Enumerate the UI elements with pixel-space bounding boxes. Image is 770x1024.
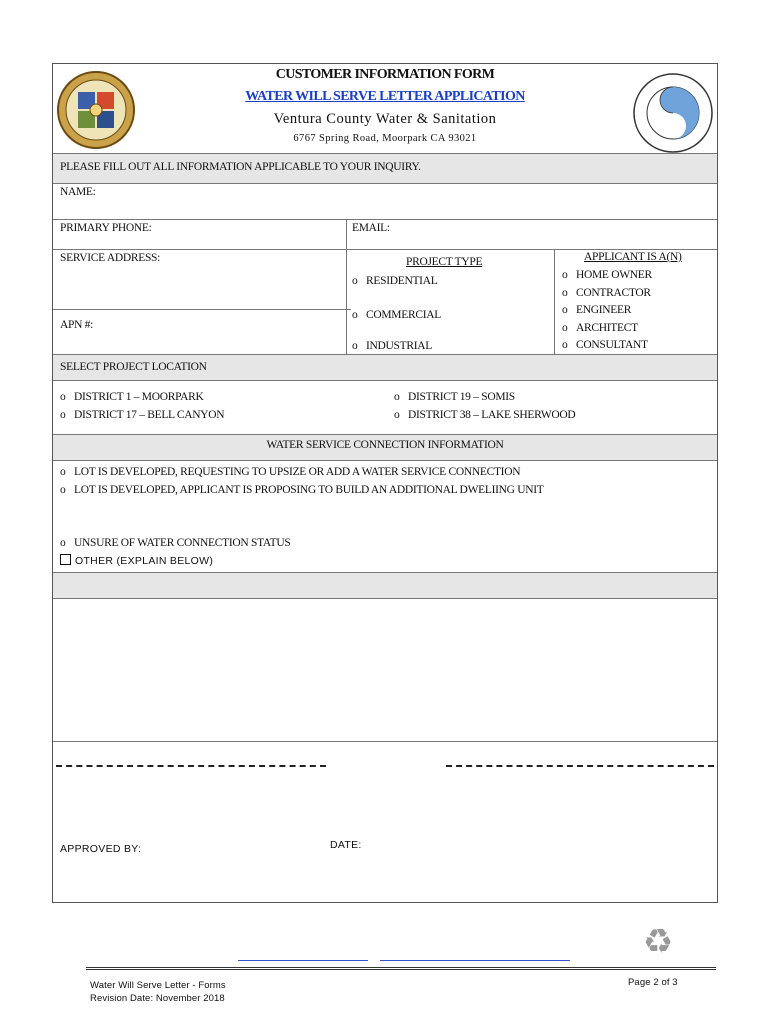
form-subtitle: WATER WILL SERVE LETTER APPLICATION [245,89,525,104]
instructions-text: PLEASE FILL OUT ALL INFORMATION APPLICABLE TO YOUR INQUIRY. [60,161,421,173]
radio-bullet: o [562,269,568,281]
applicant-heading: APPLICANT IS A(N) [584,251,682,263]
project-location-heading: SELECT PROJECT LOCATION [60,361,207,373]
approved-by-line [56,765,326,767]
date-line [446,765,714,767]
radio-bullet: o [60,466,66,478]
applicant-contractor[interactable]: o CONTRACTOR [562,287,651,299]
radio-bullet: o [60,484,66,496]
primary-phone-field[interactable]: PRIMARY PHONE: [60,222,152,234]
recycle-icon: ♻ [642,922,674,962]
radio-bullet: o [60,409,66,421]
radio-bullet: o [562,287,568,299]
applicant-consultant[interactable]: o CONSULTANT [562,339,648,351]
applicant-architect[interactable]: o ARCHITECT [562,322,638,334]
applicant-home-owner[interactable]: o HOME OWNER [562,269,652,281]
agency-name: Ventura County Water & Sanitation [273,111,497,127]
radio-bullet: o [352,340,358,352]
date-label: DATE: [330,839,362,851]
other-checkbox[interactable] [60,554,71,565]
radio-bullet: o [352,275,358,287]
customer-form [52,63,718,903]
radio-bullet: o [394,409,400,421]
radio-bullet: o [60,537,66,549]
email-field[interactable]: EMAIL: [352,222,390,234]
connection-option-upsize[interactable]: o LOT IS DEVELOPED, REQUESTING TO UPSIZE OR ADD A WATER SERVICE CONNECTION [60,466,521,478]
footer-revision: Revision Date: November 2018 [90,993,225,1004]
footer-doc-name: Water Will Serve Letter - Forms [90,980,226,991]
form-title: CUSTOMER INFORMATION FORM [275,67,495,82]
applicant-engineer[interactable]: o ENGINEER [562,304,632,316]
radio-bullet: o [352,309,358,321]
project-type-heading: PROJECT TYPE [406,256,483,268]
district-19-option[interactable]: o DISTRICT 19 – SOMIS [394,391,515,403]
connection-option-unsure[interactable]: o UNSURE OF WATER CONNECTION STATUS [60,537,291,549]
radio-bullet: o [562,322,568,334]
footer-blue-rule [380,960,570,961]
agency-address: 6767 Spring Road, Moorpark CA 93021 [293,133,477,144]
project-type-industrial[interactable]: o INDUSTRIAL [352,340,432,352]
explanation-area[interactable] [53,598,717,740]
name-field[interactable]: NAME: [60,186,96,198]
district-1-option[interactable]: o DISTRICT 1 – MOORPARK [60,391,204,403]
connection-heading: WATER SERVICE CONNECTION INFORMATION [266,439,504,451]
radio-bullet: o [394,391,400,403]
district-38-option[interactable]: o DISTRICT 38 – LAKE SHERWOOD [394,409,576,421]
project-type-residential[interactable]: o RESIDENTIAL [352,275,438,287]
radio-bullet: o [60,391,66,403]
service-address-field[interactable]: SERVICE ADDRESS: [60,252,161,264]
approved-by-label: APPROVED BY: [60,843,142,855]
connection-option-additional-unit[interactable]: o LOT IS DEVELOPED, APPLICANT IS PROPOSING TO BUILD AN ADDITIONAL DWELIING UNIT [60,484,544,496]
district-17-option[interactable]: o DISTRICT 17 – BELL CANYON [60,409,225,421]
radio-bullet: o [562,304,568,316]
footer-page-number: Page 2 of 3 [628,977,678,988]
apn-field[interactable]: APN #: [60,319,94,331]
other-option[interactable]: OTHER (EXPLAIN BELOW) [60,554,213,567]
project-type-commercial[interactable]: o COMMERCIAL [352,309,441,321]
footer-rule [86,967,716,970]
footer-blue-rule [238,960,368,961]
radio-bullet: o [562,339,568,351]
